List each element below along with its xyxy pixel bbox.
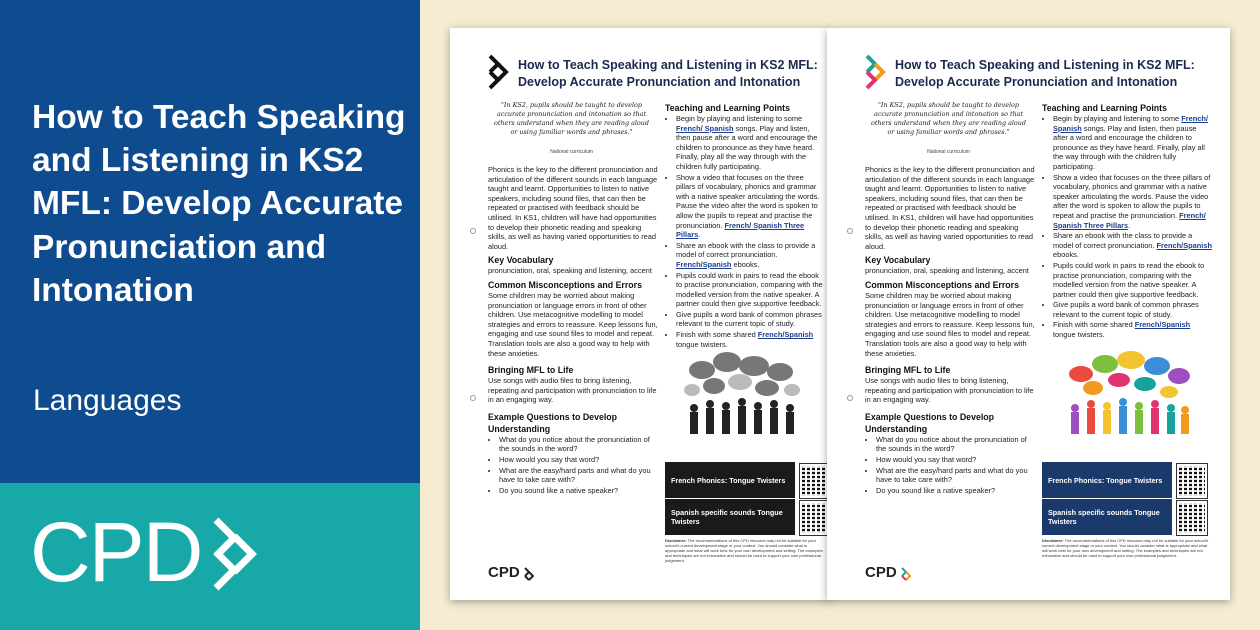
sheet-title-line1: How to Teach Speaking and Listening in KS2 MFL: bbox=[518, 58, 818, 72]
tlp-link[interactable]: French/ Spanish bbox=[676, 123, 734, 133]
tlp-text: Begin by playing and listening to some bbox=[1053, 114, 1182, 123]
tlp-item bbox=[676, 330, 825, 349]
logo-chevron-icon bbox=[865, 54, 889, 92]
tlp-text: tongue twisters. bbox=[1053, 330, 1105, 340]
qr-code-icon bbox=[800, 501, 830, 535]
tlp-item: • Pupils could work in pairs to read the ebook to practise pronunciation, comparing with the modelled version from the native speaker. A partner could then give supportive feedback. bbox=[1053, 261, 1212, 299]
curriculum-quote: "In KS2, pupils should be taught to develop accurate pronunciation and intonation so that others understand when they are reading aloud or using familiar words and phrases." bbox=[494, 101, 649, 136]
bringing-text: Use songs with audio files to bring listening, repeating and participation with pronunciation to life in an engaging way. bbox=[865, 376, 1034, 405]
tlp-text: Finish with some shared bbox=[676, 330, 758, 340]
intro-text: Phonics is the key to the different pronunciation and articulation of the different sounds in each language taught and learnt. Opportunities to listen to native speakers, including sound files, that can then be repeated or practised with feedback should be utilised. In KS1, children will have had opportunities to develop their phonetic reading and speaking skills, as well as having varied opportunities to read aloud. bbox=[488, 165, 658, 251]
right-column bbox=[1042, 102, 1212, 341]
tlp-item: • Give pupils a word bank of common phrases relevant to the current topic of study. bbox=[1053, 300, 1212, 319]
tlp-text: songs. Play and listen, then pause after a word and encourage the children to pronounce as they have heard. Finally, play all the way through with the children fully participating. bbox=[676, 123, 818, 171]
punch-hole bbox=[847, 228, 853, 234]
left-column bbox=[865, 165, 1035, 496]
sheet-title-line2: Develop Accurate Pronunciation and Intonation bbox=[895, 75, 1178, 89]
questions-heading: Example Questions to Develop Understanding bbox=[865, 411, 995, 434]
bringing-heading: Bringing MFL to Life bbox=[865, 365, 951, 376]
quote-source: National curriculum bbox=[550, 149, 593, 155]
tlp-link[interactable]: French/Spanish bbox=[1156, 240, 1212, 250]
vocab-heading: Key Vocabulary bbox=[865, 255, 931, 266]
misconceptions-heading: Common Misconceptions and Errors bbox=[488, 279, 642, 290]
question-item: • How would you say that word? bbox=[876, 455, 1035, 465]
disclaimer bbox=[1042, 538, 1212, 558]
tlp-heading: Teaching and Learning Points bbox=[665, 103, 790, 113]
tlp-text: Begin by playing and listening to some bbox=[676, 114, 803, 123]
tlp-link[interactable]: French/ Spanish Three Pillars bbox=[676, 220, 805, 240]
disclaimer-text: The recommendations of this CPD resource may not be suitable for your school's current development stage or your context. You should consider what is appropriate and what will work best for your own development and setting. The examples and techniques are not exhaustive and should be used to support your own professional judgement. bbox=[1042, 538, 1209, 558]
resource-card-spanish[interactable]: Spanish specific sounds Tongue Twisters bbox=[665, 499, 795, 535]
disclaimer bbox=[665, 538, 825, 563]
tlp-item bbox=[676, 173, 825, 240]
question-item: • What are the easy/hard parts and what do you have to take care with? bbox=[876, 466, 1035, 485]
worksheet-preview-colour bbox=[827, 28, 1230, 600]
question-item: • What do you notice about the pronunciation of the sounds in the word? bbox=[876, 435, 1035, 454]
right-column bbox=[665, 102, 825, 350]
punch-hole bbox=[847, 395, 853, 401]
tlp-text: Finish with some shared bbox=[1053, 320, 1135, 330]
sheet-title bbox=[518, 57, 828, 91]
cpd-logo-text: CPD bbox=[30, 505, 202, 599]
intro-text: Phonics is the key to the different pronunciation and articulation of the different sounds in each language taught and learnt. Opportunities to listen to native speakers, including sound files, that can then be repeated or practised with feedback should be utilised. In KS1, children will have had opportunities to develop their phonetic reading and speaking skills, as well as having varied opportunities to read aloud. bbox=[865, 165, 1035, 251]
misconceptions-text: Some children may be worried about making pronunciation or language errors in front of other children. Use metacognitive modelling to model strategies and errors to reassure. Keep lessons fun, engaging and use sound files to model and repeat. Translation tools are also a good way to help with these anxieties. bbox=[865, 290, 1035, 358]
question-item: • Do you sound like a native speaker? bbox=[499, 486, 658, 496]
question-item: • What are the easy/hard parts and what do you have to take care with? bbox=[499, 466, 658, 485]
footer-chevron-icon bbox=[524, 567, 534, 583]
cpd-chevron-icon bbox=[212, 516, 274, 592]
disclaimer-text: The recommendations of this CPD resource may not be suitable for your school's current development stage or your context. You should consider what is appropriate and what will work best for your own development and setting. The examples and techniques are not exhaustive and should be used to support your own professional judgement. bbox=[665, 538, 823, 563]
resource-card-french[interactable]: French Phonics: Tongue Twisters bbox=[1042, 462, 1172, 498]
tlp-link[interactable]: French/Spanish bbox=[757, 330, 814, 340]
sheet-title-line2: Develop Accurate Pronunciation and Intonation bbox=[518, 75, 801, 89]
vocab-text: pronunciation, oral, speaking and listening, accent bbox=[488, 266, 652, 276]
banner-title: How to Teach Speaking and Listening in KS2 MFL: Develop Accurate Pronunciation and Intonation bbox=[32, 99, 406, 309]
footer-logo: CPD bbox=[488, 564, 520, 581]
question-item: • What do you notice about the pronunciation of the sounds in the word? bbox=[499, 435, 658, 454]
speech-bubbles-illustration bbox=[682, 350, 802, 440]
quote-source: National curriculum bbox=[927, 149, 970, 155]
tlp-item bbox=[1053, 320, 1212, 339]
questions-heading: Example Questions to Develop Understanding bbox=[488, 411, 618, 434]
vocab-text: pronunciation, oral, speaking and listening, accent bbox=[865, 266, 1029, 276]
bringing-text: Use songs with audio files to bring listening, repeating and participation with pronunciation to life in an engaging way. bbox=[488, 376, 657, 405]
worksheet-preview-mono bbox=[450, 28, 830, 600]
tlp-link[interactable]: French/Spanish bbox=[676, 259, 732, 269]
tlp-text: songs. Play and listen, then pause after a word and encourage the children to pronounce as they have heard. Finally, play all the way through with the children fully participating. bbox=[1053, 123, 1205, 171]
tlp-text: ebooks. bbox=[731, 259, 760, 269]
logo-chevron-icon bbox=[488, 54, 512, 92]
question-item: • How would you say that word? bbox=[499, 455, 658, 465]
question-item: • Do you sound like a native speaker? bbox=[876, 486, 1035, 496]
qr-code-icon bbox=[1177, 501, 1207, 535]
tlp-heading: Teaching and Learning Points bbox=[1042, 103, 1167, 113]
tlp-item bbox=[1053, 114, 1212, 172]
qr-code-icon bbox=[800, 464, 830, 498]
tlp-text: Show a video that focuses on the three pillars of vocabulary, phonics and grammar with a native speaker articulating the words. Pause the video after the word is spoken to allow the pupils to repeat and practise the pronunciation. bbox=[676, 172, 820, 230]
tlp-item bbox=[1053, 173, 1212, 231]
disclaimer-heading: Disclaimer: bbox=[665, 538, 687, 543]
footer-chevron-icon bbox=[901, 567, 911, 583]
tlp-text: tongue twisters. bbox=[676, 339, 728, 349]
qr-code-icon bbox=[1177, 464, 1207, 498]
tlp-link[interactable]: French/ Spanish bbox=[1053, 114, 1208, 133]
tlp-item bbox=[1053, 231, 1212, 260]
tlp-link[interactable]: French/ Spanish Three Pillars bbox=[1053, 210, 1206, 230]
misconceptions-heading: Common Misconceptions and Errors bbox=[865, 279, 1019, 290]
disclaimer-heading: Disclaimer: bbox=[1042, 538, 1064, 543]
vocab-heading: Key Vocabulary bbox=[488, 255, 554, 266]
sheet-title-line1: How to Teach Speaking and Listening in KS2 MFL: bbox=[895, 58, 1195, 72]
tlp-item bbox=[676, 114, 825, 172]
tlp-item: • Pupils could work in pairs to read the ebook to practise pronunciation, comparing with the modelled version from the native speaker. A partner could then give supportive feedback. bbox=[676, 271, 825, 309]
misconceptions-text: Some children may be worried about making pronunciation or language errors in front of other children. Use metacognitive modelling to model strategies and errors to reassure. Keep lessons fun, engaging and use sound files to model and repeat. Translation tools are also a good way to help with these anxieties. bbox=[488, 290, 658, 358]
bringing-heading: Bringing MFL to Life bbox=[488, 365, 574, 376]
tlp-item bbox=[676, 241, 825, 270]
tlp-text: Share an ebook with the class to provide a model of correct pronunciation. bbox=[1053, 231, 1193, 250]
tlp-text: Show a video that focuses on the three pillars of vocabulary, phonics and grammar with a native speaker articulating the words. Pause the video after the word is spoken to allow the pupils to repeat and practise the pronunciation. bbox=[1053, 172, 1211, 220]
resource-card-french[interactable]: French Phonics: Tongue Twisters bbox=[665, 462, 795, 498]
curriculum-quote: "In KS2, pupils should be taught to develop accurate pronunciation and intonation so that others understand when they are reading aloud or using familiar words and phrases." bbox=[871, 101, 1026, 136]
sheet-title bbox=[895, 57, 1225, 91]
punch-hole bbox=[470, 395, 476, 401]
tlp-item: • Give pupils a word bank of common phrases relevant to the current topic of study. bbox=[676, 310, 825, 329]
tlp-text: ebooks. bbox=[1053, 250, 1079, 260]
tlp-link[interactable]: French/Spanish bbox=[1134, 320, 1191, 330]
punch-hole bbox=[470, 228, 476, 234]
left-column bbox=[488, 165, 658, 496]
banner-subject: Languages bbox=[33, 384, 182, 417]
resource-card-spanish[interactable]: Spanish specific sounds Tongue Twisters bbox=[1042, 499, 1172, 535]
footer-logo: CPD bbox=[865, 564, 897, 581]
speech-bubbles-illustration bbox=[1063, 350, 1193, 440]
tlp-text: . bbox=[698, 230, 701, 240]
tlp-text: . bbox=[1128, 220, 1131, 230]
tlp-text: Share an ebook with the class to provide a model of correct pronunciation. bbox=[676, 240, 816, 260]
